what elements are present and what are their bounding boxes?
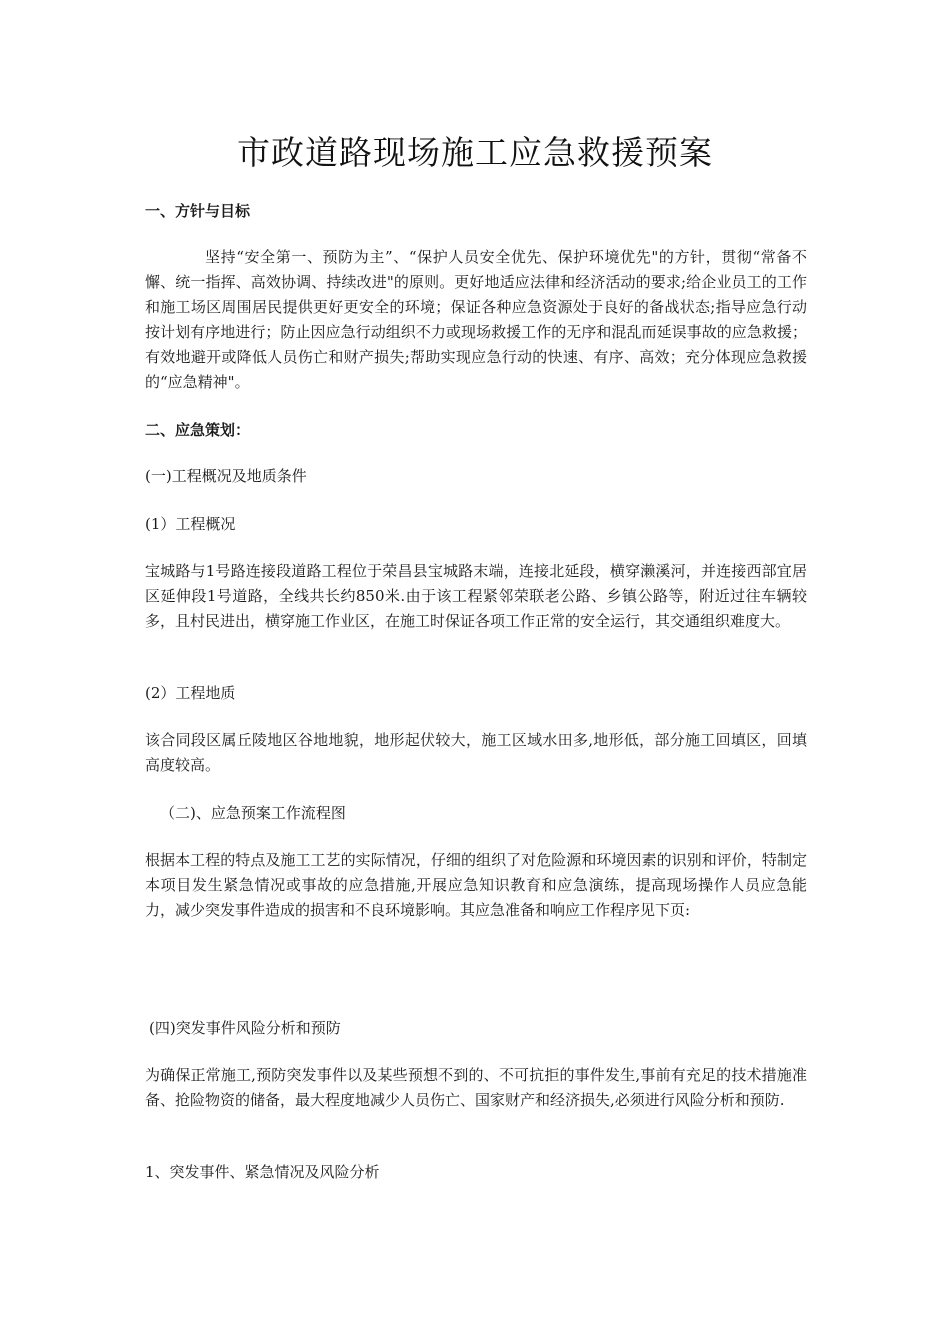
document-title: 市政道路现场施工应急救援预案	[237, 133, 713, 172]
paragraph-project-overview: 宝城路与1号路连接段道路工程位于荣昌县宝城路末端，连接北延段，横穿濑溪河，并连接西部宜居区延伸段1号道路，全线共长约850米.由于该工程紧邻荣联老公路、乡镇公路等，附近过往车辆较多，且村民进出，横穿施工作业区，在施工时保证各项工作正常的安全运行，其交通组织难度大。	[145, 562, 807, 630]
paragraph-policy: 坚持“安全第一、预防为主”、“保护人员安全优先、保护环境优先"的方针，贯彻“常备不懈、统一指挥、高效协调、持续改进"的原则。更好地适应法律和经济活动的要求;给企业员工的工作和施工场区周围居民提供更好更安全的环境；保证各种应急资源处于良好的备战状态;指导应急行动按计划有序地进行；防止因应急行动组织不力或现场救援工作的无序和混乱而延误事故的应急救援；有效地避开或降低人员伤亡和财产损失;帮助实现应急行动的快速、有序、高效；充分体现应急救援的“应急精神"。	[145, 248, 807, 391]
paragraph-geology: 该合同段区属丘陵地区谷地地貌，地形起伏较大，施工区域水田多,地形低，部分施工回填区，回填高度较高。	[145, 731, 807, 774]
subheading-project-overview-geology: (一)工程概况及地质条件	[145, 467, 307, 485]
subheading-emergency-risk: 1、突发事件、紧急情况及风险分析	[145, 1163, 380, 1181]
subheading-workflow-chart: （二)、应急预案工作流程图	[160, 804, 346, 822]
paragraph-workflow: 根据本工程的特点及施工工艺的实际情况，仔细的组织了对危险源和环境因素的识别和评价，特制定本项目发生紧急情况或事故的应急措施,开展应急知识教育和应急演练，提高现场操作人员应急能力，减少突发事件造成的损害和不良环境影响。其应急准备和响应工作程序见下页:	[145, 851, 807, 919]
subheading-project-overview: (1）工程概况	[145, 515, 236, 533]
paragraph-risk-analysis: 为确保正常施工,预防突发事件以及某些预想不到的、不可抗拒的事件发生,事前有充足的技术措施准备、抢险物资的储备，最大程度地减少人员伤亡、国家财产和经济损失,必须进行风险分析和预防.	[145, 1066, 807, 1109]
subheading-geology: (2）工程地质	[145, 684, 236, 702]
subheading-risk-analysis: (四)突发事件风险分析和预防	[149, 1019, 341, 1037]
section-heading-planning: 二、应急策划：	[145, 421, 251, 439]
section-heading-policy: 一、方针与目标	[145, 202, 251, 220]
